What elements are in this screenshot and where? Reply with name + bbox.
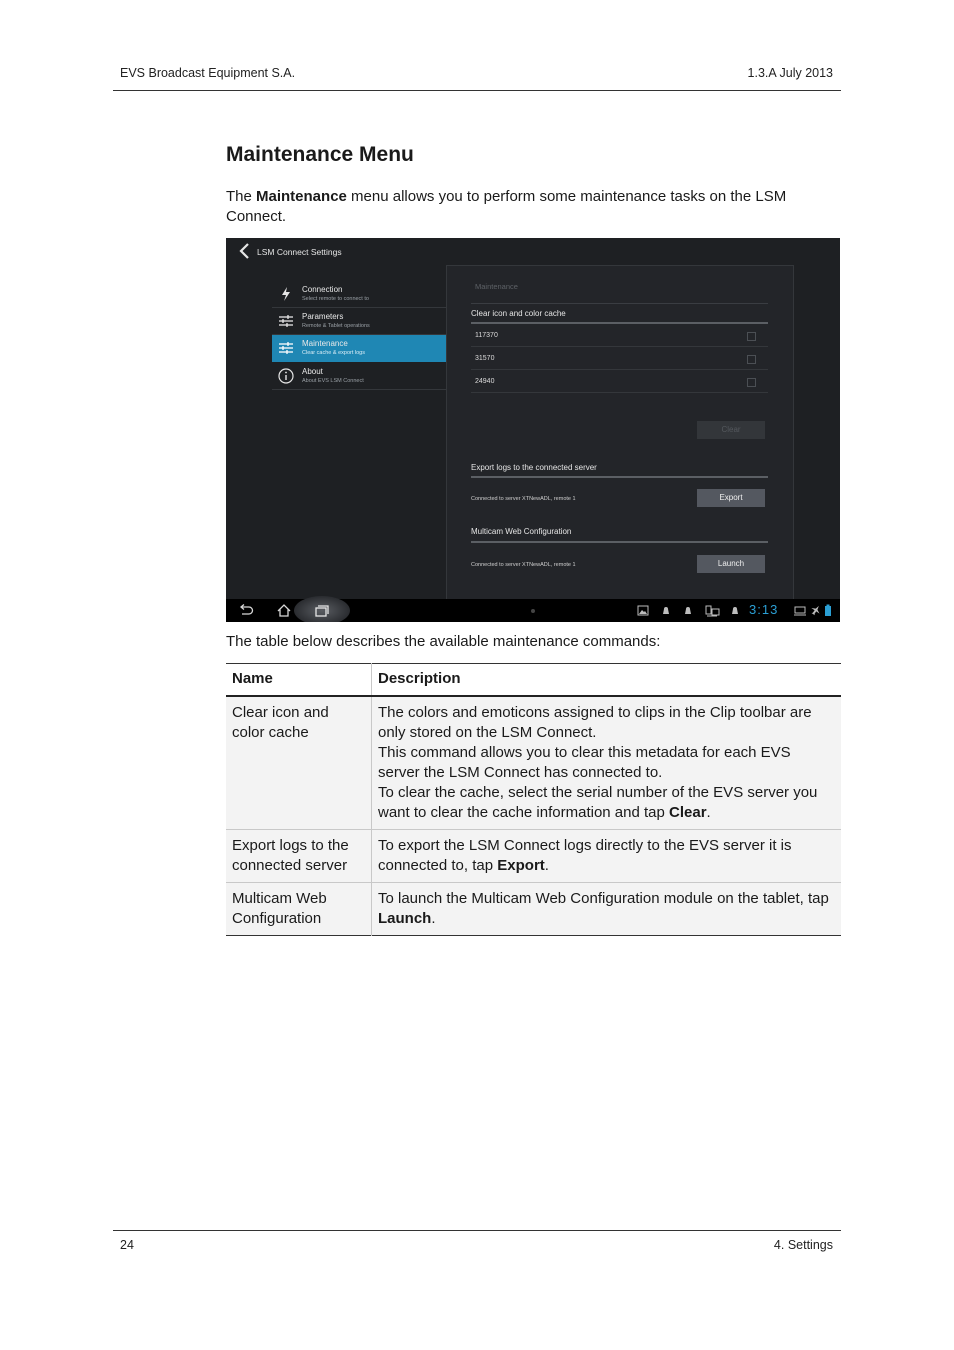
section-divider xyxy=(471,541,768,543)
command-description xyxy=(372,696,842,830)
cache-section-title: Clear icon and color cache xyxy=(471,309,566,318)
header-company: EVS Broadcast Equipment S.A. xyxy=(120,66,296,80)
commands-table xyxy=(226,663,841,936)
command-name: Clear icon and color cache xyxy=(226,696,372,830)
menu-item-about[interactable] xyxy=(272,363,446,390)
description-line: This command allows you to clear this metadata for each EVS server the LSM Connect has connected to. xyxy=(378,744,791,781)
table-header-row xyxy=(226,664,841,697)
export-status: Connected to server XTNewADL, remote 1 xyxy=(471,496,576,502)
menu-item-parameters[interactable] xyxy=(272,308,446,335)
menu-item-label: Connection xyxy=(302,285,343,294)
command-name: Multicam Web Configuration xyxy=(226,883,372,936)
command-description xyxy=(372,830,842,883)
menu-item-sub: Select remote to connect to xyxy=(302,296,369,302)
row-divider xyxy=(471,346,768,347)
divider xyxy=(471,303,768,304)
nav-back-icon[interactable] xyxy=(238,603,254,618)
footer-chapter: 4. Settings xyxy=(773,1238,833,1252)
menu-item-sub: Clear cache & export logs xyxy=(302,350,365,356)
battery-icon xyxy=(824,603,832,618)
command-description xyxy=(372,883,842,936)
sliders-icon xyxy=(278,313,294,329)
page-number: 24 xyxy=(120,1238,134,1252)
clear-button[interactable]: Clear xyxy=(697,421,765,439)
command-name: Export logs to the connected server xyxy=(226,830,372,883)
app-title: LSM Connect Settings xyxy=(257,247,342,257)
app-top-bar xyxy=(226,238,840,266)
panel-title: Maintenance xyxy=(475,282,518,291)
server-checkbox-2[interactable] xyxy=(747,355,756,364)
description-end: . xyxy=(544,857,549,874)
menu-item-label: Maintenance xyxy=(302,339,348,348)
description-end: . xyxy=(706,804,711,821)
menu-item-maintenance[interactable] xyxy=(272,335,446,362)
menu-item-sub: Remote & Tablet operations xyxy=(302,323,370,329)
section-divider xyxy=(471,476,768,478)
description-end: . xyxy=(431,910,436,927)
usb-device-icon xyxy=(704,603,720,618)
nav-recent-apps-icon[interactable] xyxy=(314,603,330,618)
maintenance-panel xyxy=(446,265,794,601)
description-bold: Export xyxy=(497,857,545,874)
description-text: To launch the Multicam Web Configuration module on the tablet, tap xyxy=(378,890,829,907)
notification-bell-icon xyxy=(683,603,693,618)
server-serial-1: 117370 xyxy=(475,332,498,339)
header-version: 1.3.A July 2013 xyxy=(747,66,833,80)
system-nav-bar xyxy=(226,599,840,622)
notification-bell-icon xyxy=(730,603,740,618)
column-header-name: Name xyxy=(226,664,372,697)
intro-bold: Maintenance xyxy=(256,188,347,205)
row-divider xyxy=(471,392,768,393)
back-chevron-icon[interactable] xyxy=(238,242,252,260)
menu-item-label: Parameters xyxy=(302,312,344,321)
menu-item-connection[interactable] xyxy=(272,281,446,308)
export-section-title: Export logs to the connected server xyxy=(471,463,597,472)
gallery-icon[interactable] xyxy=(637,603,649,618)
section-divider xyxy=(471,322,768,324)
multicam-section-title: Multicam Web Configuration xyxy=(471,527,572,536)
page-indicator-dot xyxy=(531,609,535,613)
description-text: To clear the cache, select the serial number of the EVS server you want to clear the cache information and tap xyxy=(378,784,818,821)
column-header-description: Description xyxy=(372,664,842,697)
row-divider xyxy=(471,369,768,370)
server-serial-2: 31570 xyxy=(475,355,495,362)
server-checkbox-1[interactable] xyxy=(747,332,756,341)
table-row xyxy=(226,883,841,936)
intro-suffix: menu allows you to perform some maintenance tasks on the LSM Connect. xyxy=(226,188,787,225)
table-row xyxy=(226,696,841,830)
menu-item-label: About xyxy=(302,367,323,376)
notification-bell-icon xyxy=(661,603,671,618)
intro-prefix: The xyxy=(226,188,257,205)
export-button[interactable]: Export xyxy=(697,489,765,507)
section-title: Maintenance Menu xyxy=(226,143,414,166)
intro-paragraph xyxy=(226,187,826,227)
tablet-screenshot xyxy=(226,238,840,622)
status-clock: 3:13 xyxy=(749,602,779,617)
multicam-status: Connected to server XTNewADL, remote 1 xyxy=(471,562,576,568)
footer-rule xyxy=(113,1230,841,1231)
screen-icon xyxy=(794,603,806,618)
sliders-icon xyxy=(278,340,294,356)
launch-button[interactable]: Launch xyxy=(697,555,765,573)
menu-item-sub: About EVS LSM Connect xyxy=(302,378,364,384)
nav-home-icon[interactable] xyxy=(276,603,292,618)
info-icon xyxy=(278,368,294,384)
lightning-icon xyxy=(278,286,294,302)
table-intro: The table below describes the available maintenance commands: xyxy=(226,633,661,650)
server-checkbox-3[interactable] xyxy=(747,378,756,387)
table-row xyxy=(226,830,841,883)
description-line: The colors and emoticons assigned to clips in the Clip toolbar are only stored on the LSM Connect. xyxy=(378,704,812,741)
header-rule xyxy=(113,90,841,91)
airplane-mode-icon xyxy=(811,603,821,618)
description-text: To export the LSM Connect logs directly to the EVS server it is connected to, tap xyxy=(378,837,792,874)
description-bold: Clear xyxy=(669,804,707,821)
description-line xyxy=(378,783,835,823)
server-serial-3: 24940 xyxy=(475,378,495,385)
description-bold: Launch xyxy=(378,910,432,927)
